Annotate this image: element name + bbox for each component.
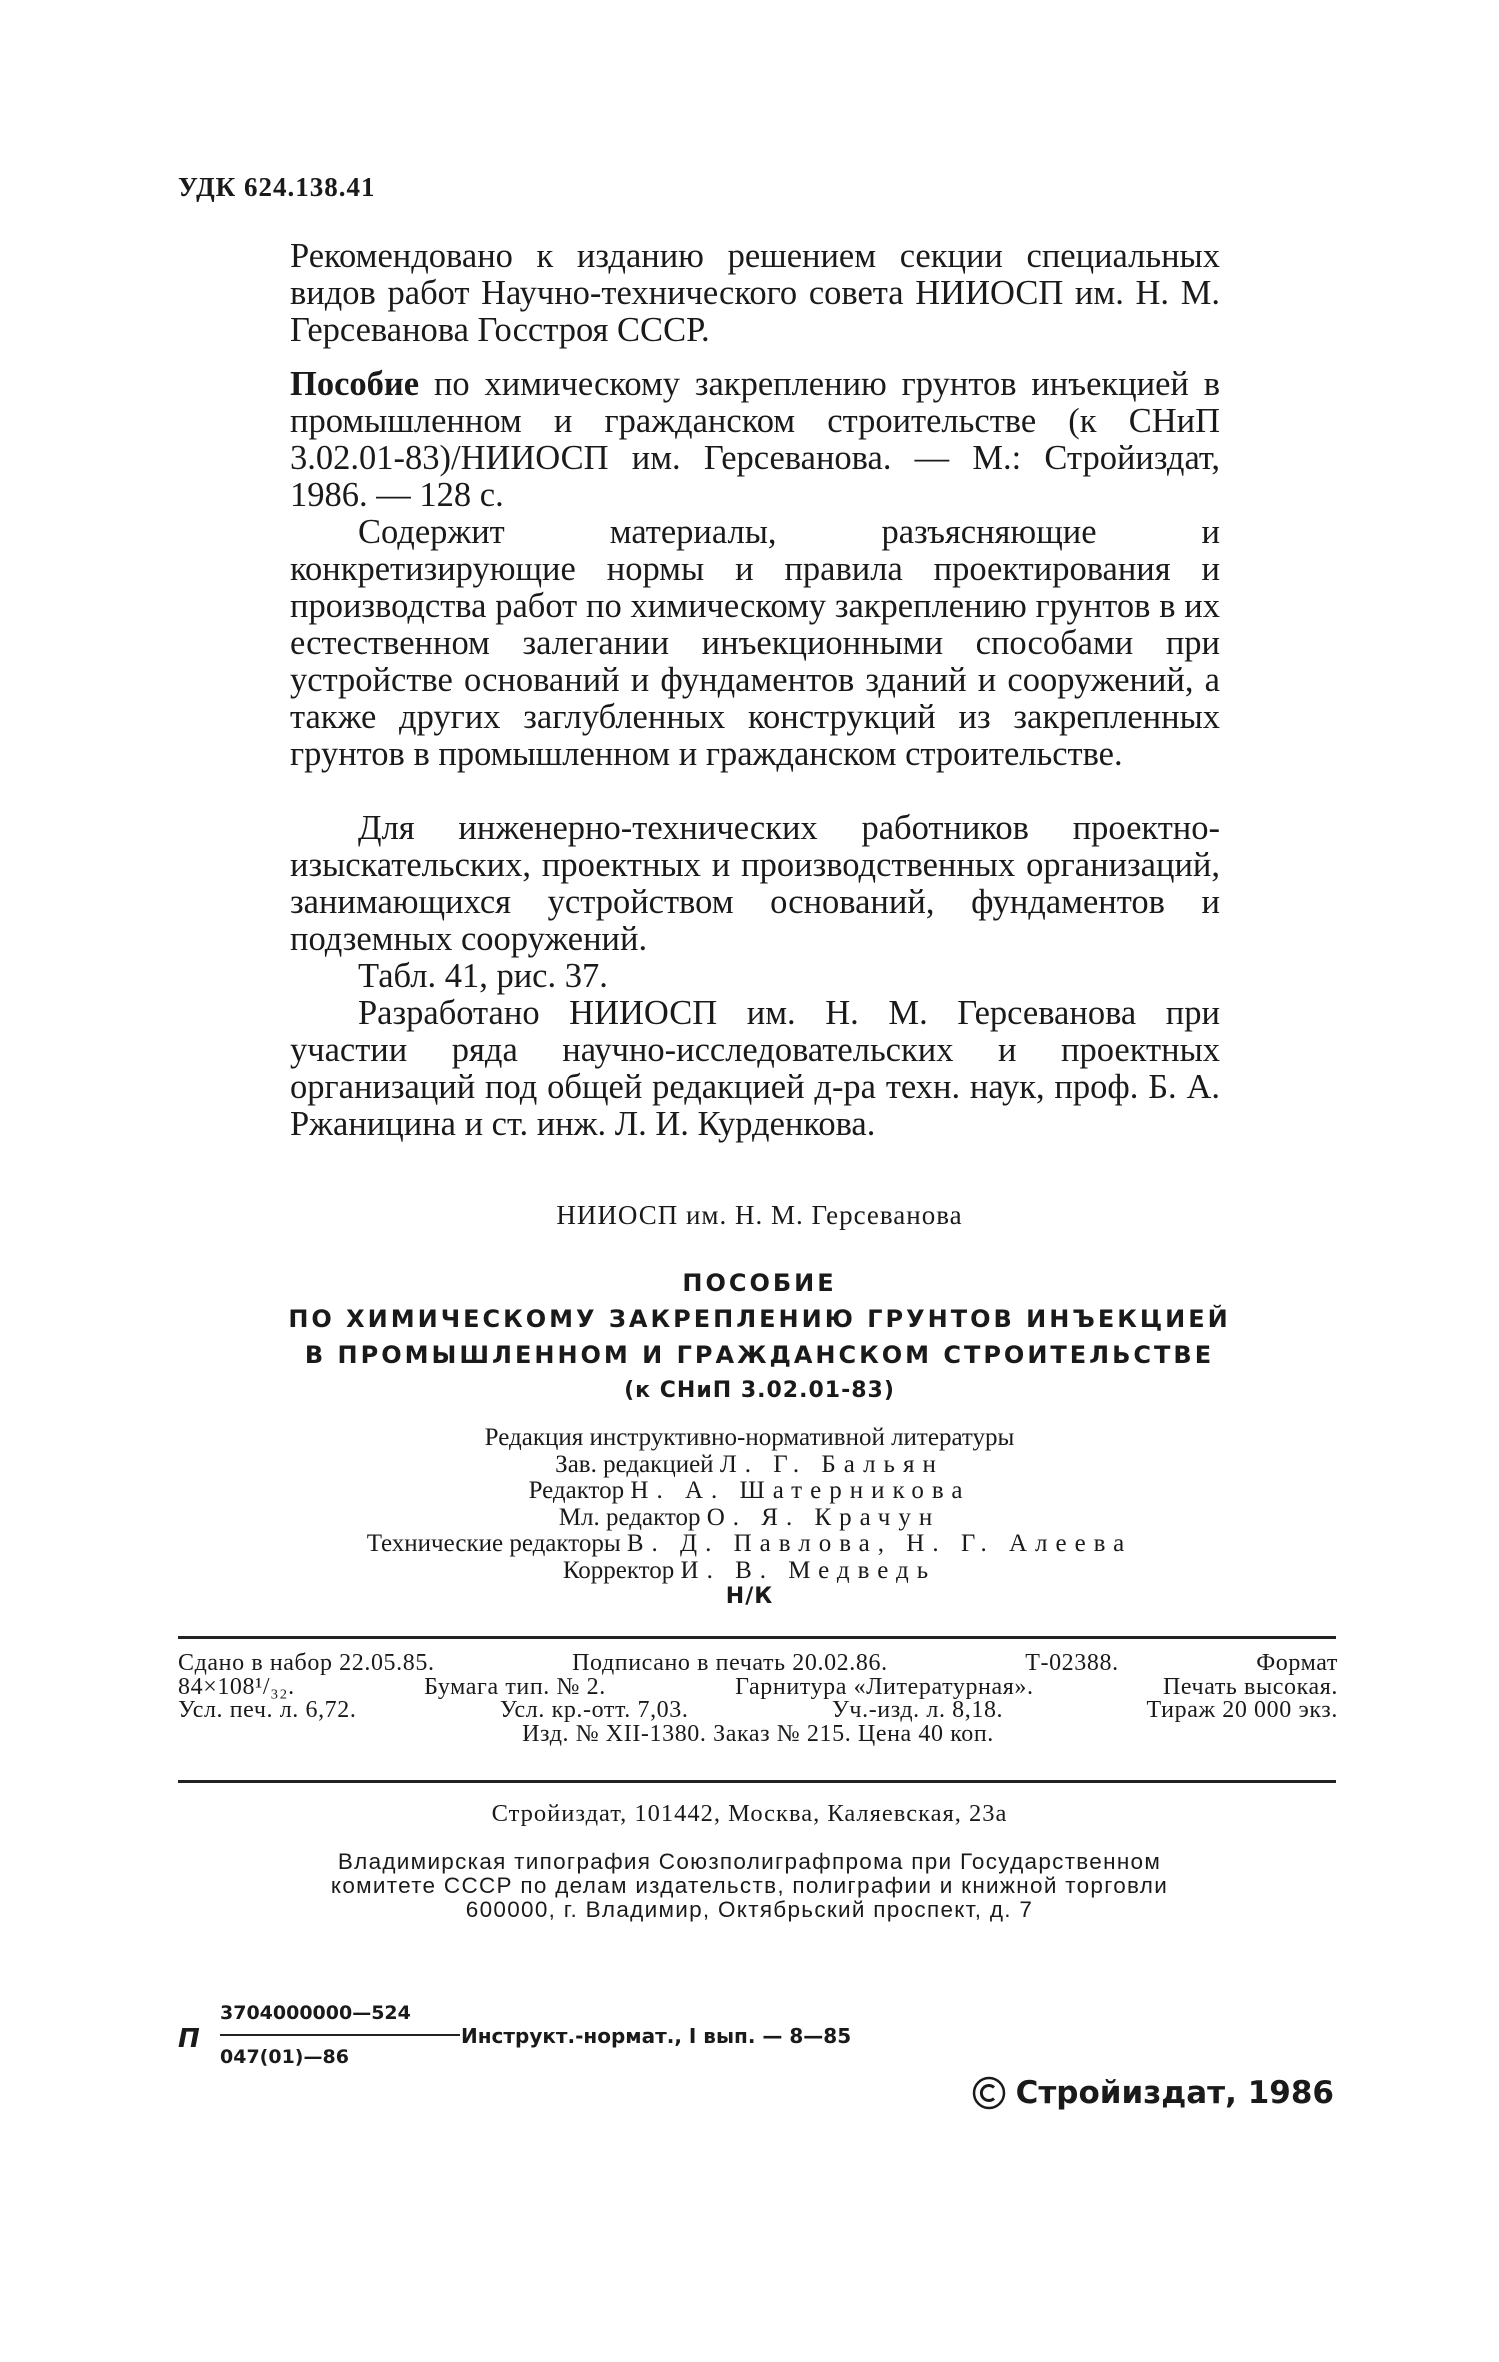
head-name: Л. Г. Бальян bbox=[719, 1450, 944, 1478]
book-title bbox=[10, 1265, 1499, 1409]
title-word: Пособие bbox=[290, 365, 420, 403]
audience-paragraph bbox=[290, 810, 1220, 958]
junior-name: О. Я. Крачун bbox=[706, 1503, 941, 1531]
copyright bbox=[972, 2075, 1334, 2111]
print-info-cell: Бумага тип. № 2. bbox=[424, 1673, 606, 1700]
index-denominator: 047(01)—86 bbox=[220, 2046, 349, 2068]
tables-figures-text: Табл. 41, рис. 37. bbox=[358, 957, 608, 995]
print-info-cell: Тираж 20 000 экз. bbox=[1146, 1697, 1338, 1723]
developed-text: Разработано НИИОСП им. Н. М. Герсеванова при участии ряда научно-исследовательских и проектных организаций под общей редакцией д-ра техн. наук, проф. Б. А. Ржаницина и ст. инж. Л. И. Курденкова. bbox=[290, 994, 1220, 1143]
editor-label: Редактор bbox=[528, 1477, 625, 1504]
print-info-cell: Изд. № XII-1380. Заказ № 215. Цена 40 коп. bbox=[522, 1720, 994, 1747]
junior-editor bbox=[0, 1505, 1499, 1532]
printer-line: Владимирская типография Союзполиграфпрома при Государственном bbox=[337, 1849, 1162, 1874]
print-info-cell: Гарнитура «Литературная». bbox=[735, 1673, 1034, 1700]
fraction-line bbox=[220, 2034, 460, 2036]
print-info-row bbox=[178, 1652, 1338, 1676]
head-label: Зав. редакцией bbox=[555, 1450, 714, 1478]
printer-info bbox=[0, 1850, 1499, 1922]
index-numerator: 3704000000—524 bbox=[220, 2002, 411, 2024]
contents-paragraph bbox=[290, 514, 1220, 773]
tables-figures bbox=[358, 958, 1218, 995]
tech-names: В. Д. Павлова, Н. Г. Алеева bbox=[626, 1530, 1133, 1557]
contents-text: Содержит материалы, разъясняющие и конкретизирующие нормы и правила проектирования и производства работ по химическому закреплению грунтов в их естественном залегании инъекционными способами при устройстве оснований и фундаментов зданий и сооружений, а также других заглубленных конструкций из закрепленных грунтов в промышленном и гражданском строительстве. bbox=[290, 513, 1220, 773]
editor-name: Н. А. Шатерникова bbox=[630, 1477, 971, 1504]
corrector bbox=[0, 1558, 1499, 1585]
bibliographic-title bbox=[290, 366, 1220, 514]
title-description: по химическому закреплению грунтов инъекцией в промышленном и гражданском строительстве (к СНиП 3.02.01-83)/НИИОСП им. Герсеванова. — М.: Стройиздат, 1986. — 128 с. bbox=[290, 365, 1220, 514]
print-info-cell: Т-02388. bbox=[1025, 1650, 1119, 1676]
print-info-cell: Печать высокая. bbox=[1162, 1673, 1338, 1700]
print-info-cell: Усл. печ. л. 6,72. bbox=[178, 1697, 357, 1723]
credits-block bbox=[0, 1425, 1499, 1611]
recommendation-line: Рекомендовано к изданию решением секции специальных видов работ Научно-технического совета НИИОСП им. Н. М. Герсеванова Госстроя СССР. bbox=[290, 237, 1220, 349]
printer-line: комитете СССР по делам издательств, полиграфии и книжной торговли bbox=[330, 1873, 1169, 1898]
print-info-cell: Усл. кр.-отт. 7,03. bbox=[499, 1697, 689, 1723]
print-info-cell: 84×108¹/₃₂. bbox=[178, 1673, 295, 1700]
print-info-cell: Подписано в печать 20.02.86. bbox=[572, 1650, 888, 1676]
index-description: Инструкт.-нормат., I вып. — 8—85 bbox=[461, 2024, 852, 2048]
printer-line: 600000, г. Владимир, Октябрьский проспект, д. 7 bbox=[465, 1897, 1034, 1922]
title-line-1: ПОСОБИЕ bbox=[682, 1269, 837, 1297]
index-letter: П bbox=[178, 2024, 200, 2054]
print-info-cell: Уч.-изд. л. 8,18. bbox=[831, 1697, 1004, 1723]
editorial-office: Редакция инструктивно-нормативной литературы bbox=[484, 1424, 1015, 1451]
publisher-address: Стройиздат, 101442, Москва, Каляевская, 23а bbox=[491, 1800, 1008, 1827]
institute-name: НИИОСП им. Н. М. Герсеванова bbox=[556, 1200, 963, 1230]
junior-label: Мл. редактор bbox=[558, 1503, 701, 1531]
edition-code: Н/К bbox=[725, 1584, 774, 1609]
print-info-row bbox=[178, 1720, 1338, 1747]
technical-editors bbox=[0, 1531, 1499, 1558]
udk-code: УДК 624.138.41 bbox=[178, 172, 376, 202]
title-line-2: ПО ХИМИЧЕСКОМУ ЗАКРЕПЛЕНИЮ ГРУНТОВ ИНЪЕКЦИЕЙ bbox=[288, 1305, 1231, 1333]
print-info bbox=[178, 1652, 1338, 1746]
developed-paragraph bbox=[290, 995, 1220, 1143]
divider-bottom bbox=[178, 1780, 1336, 1783]
print-info-cell: Формат bbox=[1256, 1650, 1338, 1676]
print-info-cell: Сдано в набор 22.05.85. bbox=[178, 1650, 435, 1676]
print-info-row bbox=[178, 1673, 1338, 1700]
recommendation-text bbox=[290, 238, 1220, 349]
copyright-icon bbox=[972, 2076, 1006, 2110]
corrector-label: Корректор bbox=[562, 1556, 675, 1584]
title-line-4: (к СНиП 3.02.01-83) bbox=[624, 1378, 895, 1403]
title-line-3: В ПРОМЫШЛЕННОМ И ГРАЖДАНСКОМ СТРОИТЕЛЬСТВЕ bbox=[304, 1341, 1215, 1369]
corrector-name: И. В. Медведь bbox=[680, 1556, 937, 1584]
head-of-editorial bbox=[0, 1452, 1499, 1479]
editor bbox=[0, 1478, 1499, 1505]
tech-label: Технические редакторы bbox=[366, 1530, 621, 1557]
divider-top bbox=[178, 1636, 1336, 1639]
audience-text: Для инженерно-технических работников проектно-изыскательских, проектных и производственных организаций, занимающихся устройством оснований, фундаментов и подземных сооружений. bbox=[290, 809, 1220, 958]
copyright-text: Стройиздат, 1986 bbox=[1015, 2075, 1334, 2111]
print-info-row bbox=[178, 1699, 1338, 1723]
